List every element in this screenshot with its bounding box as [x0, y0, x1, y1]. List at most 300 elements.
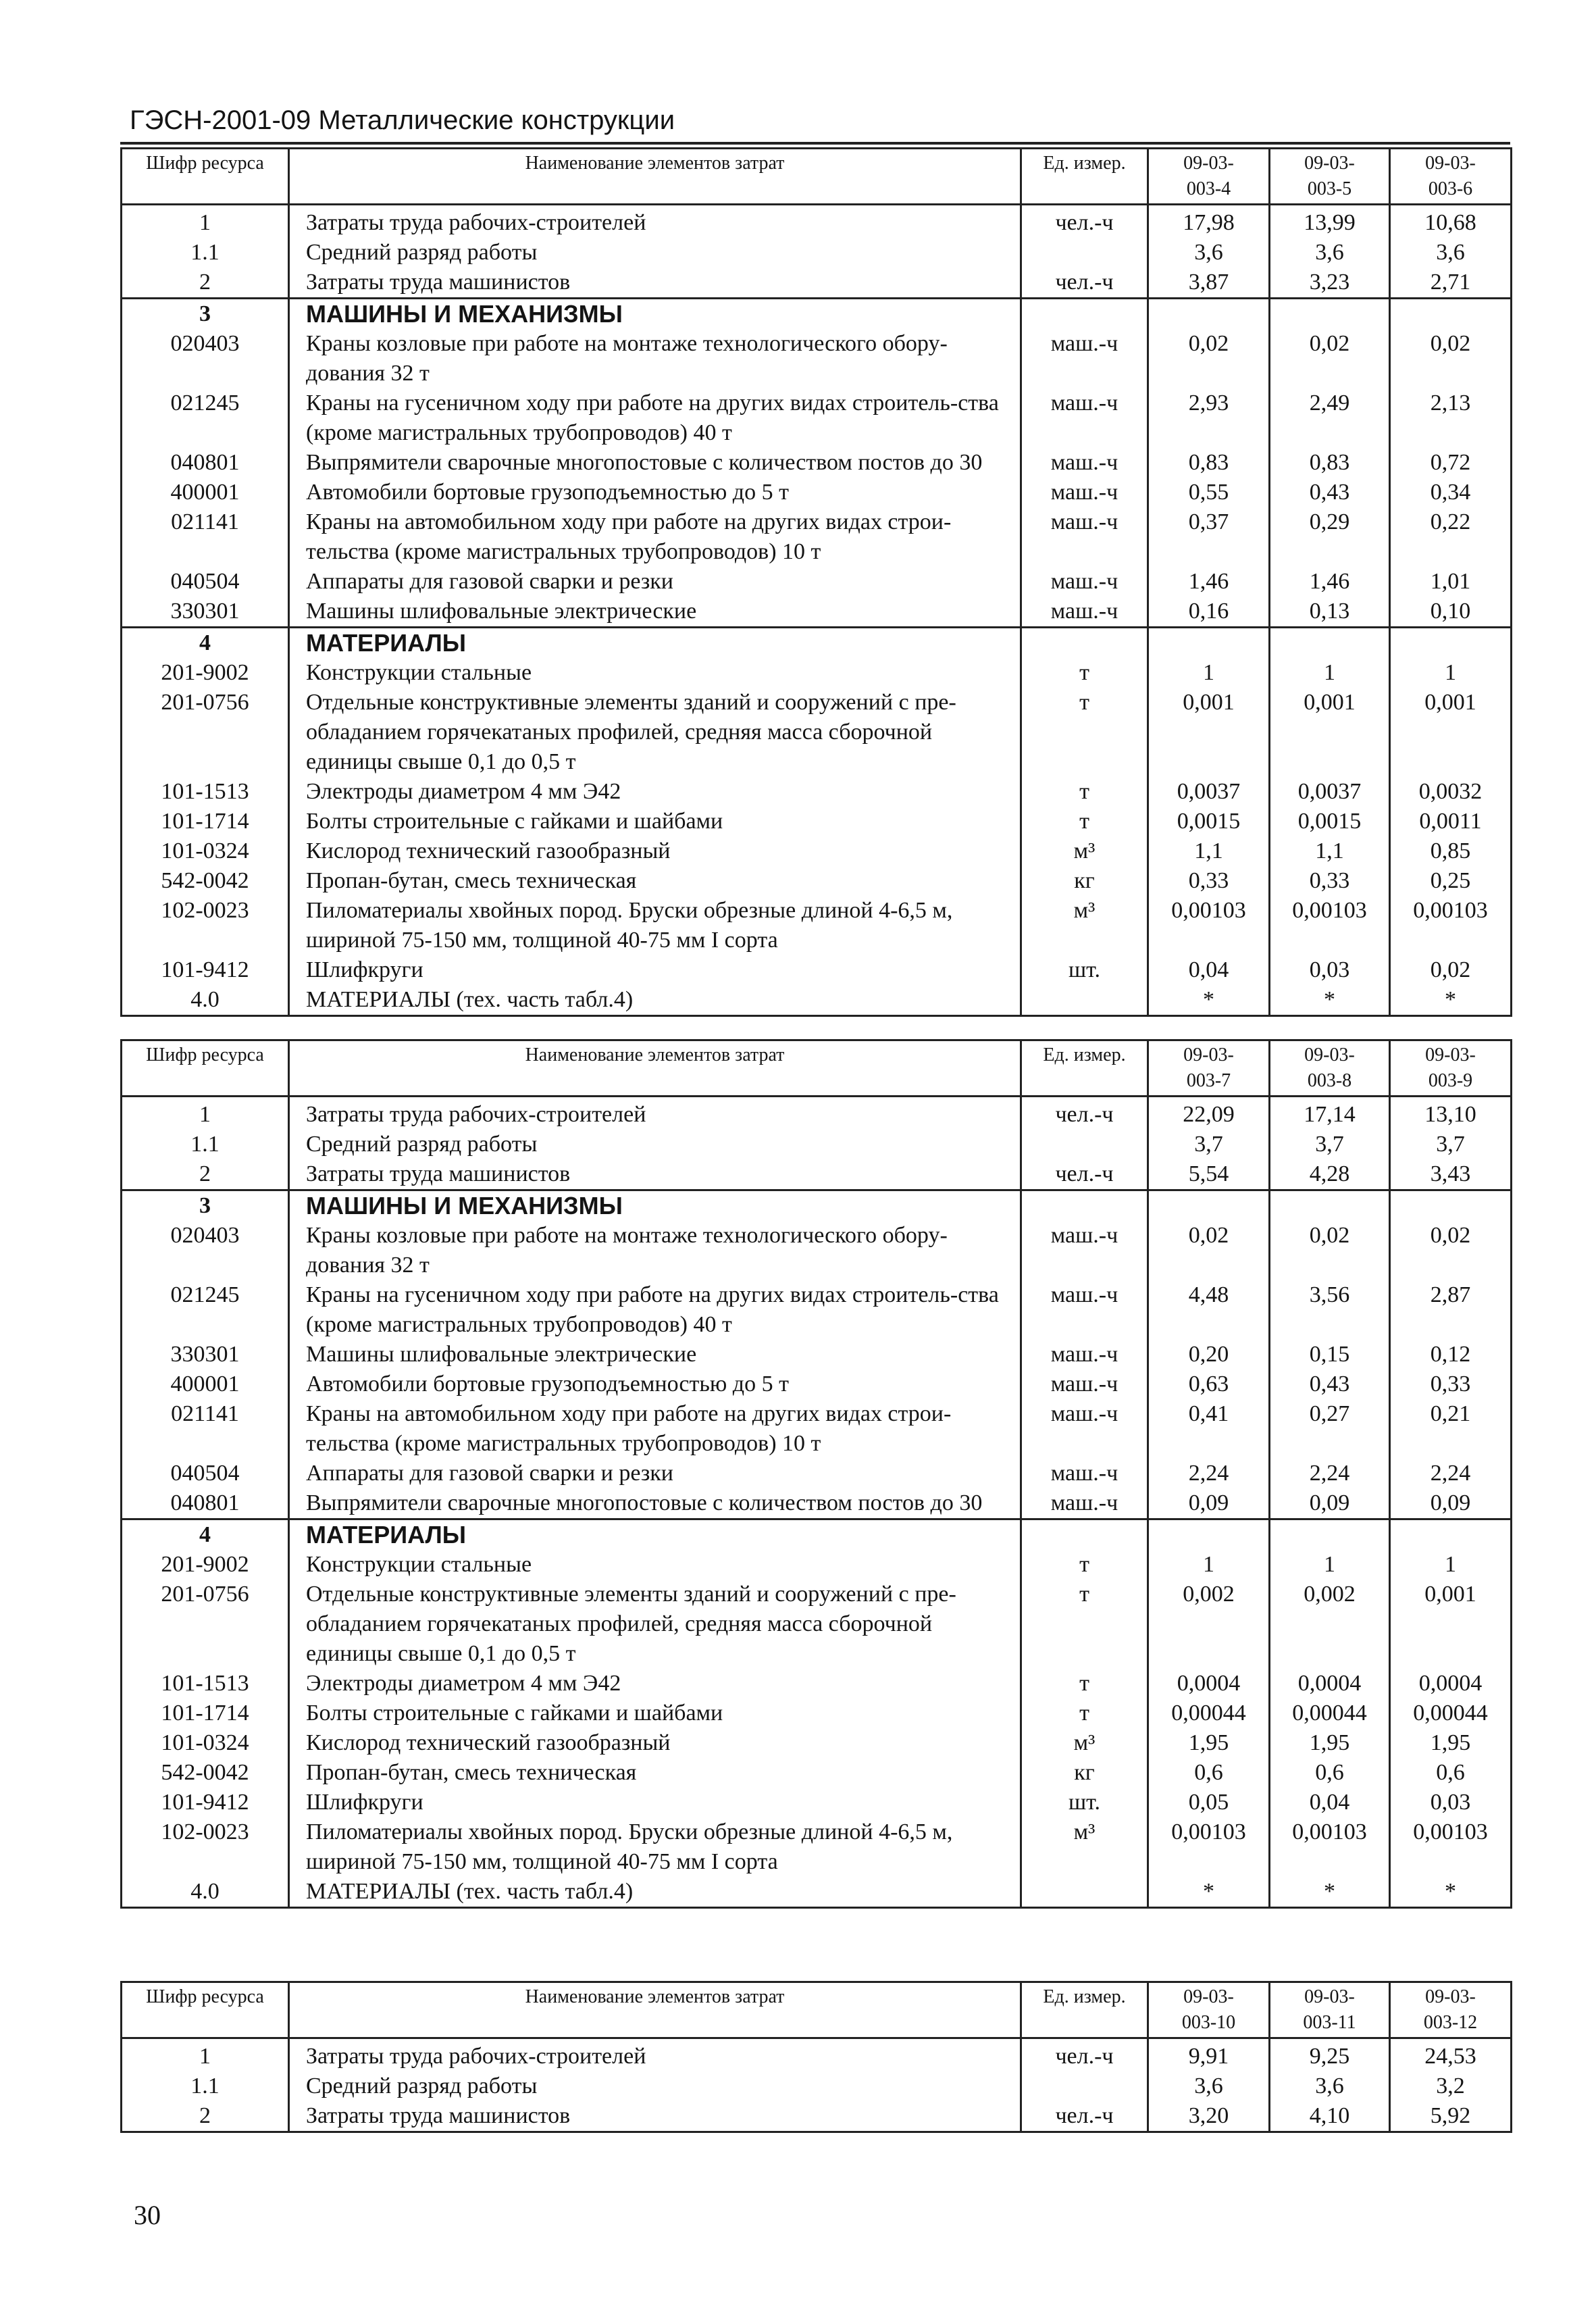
resource-name: Затраты труда рабочих-строителей	[289, 1097, 1021, 1130]
norm-value: 0,00103	[1390, 896, 1512, 955]
table-row	[122, 628, 1512, 659]
norm-value: 0,02	[1390, 955, 1512, 985]
resource-name: Кислород технический газообразный	[289, 836, 1021, 866]
norm-value: 2,71	[1390, 268, 1512, 299]
norm-value: 0,00044	[1148, 1699, 1270, 1728]
norm-value: 0,09	[1270, 1488, 1390, 1519]
norm-value: 0,43	[1270, 478, 1390, 507]
unit-of-measure	[1021, 1877, 1148, 1908]
unit-of-measure: маш.-ч	[1021, 1369, 1148, 1399]
unit-of-measure: чел.-ч	[1021, 1159, 1148, 1190]
norm-value: 0,02	[1270, 329, 1390, 388]
norm-value	[1390, 299, 1512, 330]
norm-value: 3,7	[1390, 1130, 1512, 1159]
table-row	[122, 1190, 1512, 1222]
resource-code: 330301	[122, 597, 289, 628]
norm-value: 2,87	[1390, 1280, 1512, 1340]
norm-value: *	[1270, 1877, 1390, 1908]
table-row	[122, 448, 1512, 478]
norm-value: 0,55	[1148, 478, 1270, 507]
norm-value: 9,25	[1270, 2038, 1390, 2072]
norm-value: 0,33	[1148, 866, 1270, 896]
norm-value: 0,02	[1148, 1221, 1270, 1280]
norm-value: 13,10	[1390, 1097, 1512, 1130]
resource-name: МАТЕРИАЛЫ	[289, 628, 1021, 659]
norm-value: 0,0015	[1270, 807, 1390, 836]
resource-name: Конструкции стальные	[289, 1550, 1021, 1580]
col-header-norm-code: 09-03- 003-10	[1148, 1982, 1270, 2038]
unit-of-measure: м³	[1021, 1728, 1148, 1758]
resource-code: 4.0	[122, 1877, 289, 1908]
unit-of-measure: т	[1021, 1669, 1148, 1699]
norm-value: 0,0011	[1390, 807, 1512, 836]
norm-value: 3,7	[1270, 1130, 1390, 1159]
norm-value: 0,0004	[1148, 1669, 1270, 1699]
unit-of-measure	[1021, 628, 1148, 659]
table-row	[122, 807, 1512, 836]
resource-code: 201-0756	[122, 1580, 289, 1669]
unit-of-measure: т	[1021, 807, 1148, 836]
norm-value: 0,0015	[1148, 807, 1270, 836]
unit-of-measure	[1021, 1519, 1148, 1551]
resource-table-1	[120, 147, 1512, 1017]
norm-value: 3,7	[1148, 1130, 1270, 1159]
norm-value: 0,0037	[1148, 777, 1270, 807]
resource-name: Машины шлифовальные электрические	[289, 1340, 1021, 1369]
resource-name: Автомобили бортовые грузоподъемностью до 5 т	[289, 1369, 1021, 1399]
norm-value: 0,09	[1148, 1488, 1270, 1519]
unit-of-measure: чел.-ч	[1021, 205, 1148, 238]
norm-value: 2,24	[1148, 1459, 1270, 1488]
norm-value: 3,87	[1148, 268, 1270, 299]
unit-of-measure	[1021, 238, 1148, 268]
resource-name: Выпрямители сварочные многопостовые с количеством постов до 30	[289, 1488, 1021, 1519]
unit-of-measure: маш.-ч	[1021, 567, 1148, 597]
table-row	[122, 268, 1512, 299]
col-header-name: Наименование элементов затрат	[289, 1040, 1021, 1097]
norm-value: 0,00103	[1270, 1817, 1390, 1877]
unit-of-measure: маш.-ч	[1021, 448, 1148, 478]
resource-name: Затраты труда рабочих-строителей	[289, 2038, 1021, 2072]
norm-value: 9,91	[1148, 2038, 1270, 2072]
resource-code: 101-1714	[122, 807, 289, 836]
resource-code: 021141	[122, 507, 289, 567]
norm-value: 0,002	[1148, 1580, 1270, 1669]
norm-value: 1,95	[1390, 1728, 1512, 1758]
resource-code: 021141	[122, 1399, 289, 1459]
norm-value: 2,13	[1390, 388, 1512, 448]
unit-of-measure: маш.-ч	[1021, 507, 1148, 567]
unit-of-measure: м³	[1021, 1817, 1148, 1877]
resource-name: Электроды диаметром 4 мм Э42	[289, 1669, 1021, 1699]
norm-value: 0,41	[1148, 1399, 1270, 1459]
norm-value: *	[1148, 985, 1270, 1016]
norm-value: 2,24	[1390, 1459, 1512, 1488]
unit-of-measure: маш.-ч	[1021, 1340, 1148, 1369]
table-row	[122, 329, 1512, 388]
unit-of-measure: маш.-ч	[1021, 1399, 1148, 1459]
resource-name: Шлифкруги	[289, 955, 1021, 985]
norm-value: 0,0004	[1270, 1669, 1390, 1699]
norm-value: 0,10	[1390, 597, 1512, 628]
resource-code: 101-9412	[122, 955, 289, 985]
unit-of-measure	[1021, 985, 1148, 1016]
norm-value: 1	[1148, 658, 1270, 688]
norm-value: 1,46	[1148, 567, 1270, 597]
table-row	[122, 1550, 1512, 1580]
norm-value: 0,16	[1148, 597, 1270, 628]
col-header-name: Наименование элементов затрат	[289, 149, 1021, 205]
table-row	[122, 1580, 1512, 1669]
resource-code: 400001	[122, 1369, 289, 1399]
resource-code: 101-9412	[122, 1788, 289, 1817]
resource-code: 330301	[122, 1340, 289, 1369]
unit-of-measure: т	[1021, 777, 1148, 807]
norm-value: 0,02	[1270, 1221, 1390, 1280]
table-row	[122, 1788, 1512, 1817]
resource-code: 201-9002	[122, 658, 289, 688]
norm-value: 13,99	[1270, 205, 1390, 238]
resource-code: 040801	[122, 1488, 289, 1519]
norm-value: 3,2	[1390, 2071, 1512, 2101]
unit-of-measure: т	[1021, 1580, 1148, 1669]
col-header-code: Шифр ресурса	[122, 149, 289, 205]
resource-name: Конструкции стальные	[289, 658, 1021, 688]
unit-of-measure: м³	[1021, 896, 1148, 955]
table-header-row	[122, 1040, 1512, 1097]
table-row	[122, 1159, 1512, 1190]
col-header-norm-code: 09-03- 003-5	[1270, 149, 1390, 205]
norm-value: *	[1148, 1877, 1270, 1908]
table-row	[122, 836, 1512, 866]
table-row	[122, 1699, 1512, 1728]
unit-of-measure: маш.-ч	[1021, 478, 1148, 507]
table-row	[122, 1280, 1512, 1340]
resource-code: 2	[122, 1159, 289, 1190]
resource-name: МАТЕРИАЛЫ (тех. часть табл.4)	[289, 985, 1021, 1016]
norm-value: 3,6	[1148, 2071, 1270, 2101]
resource-code: 4	[122, 628, 289, 659]
norm-value: 3,6	[1270, 2071, 1390, 2101]
norm-value: 0,33	[1390, 1369, 1512, 1399]
unit-of-measure: т	[1021, 688, 1148, 777]
norm-value	[1148, 299, 1270, 330]
norm-value: 3,23	[1270, 268, 1390, 299]
norm-value: 0,6	[1270, 1758, 1390, 1788]
table-row	[122, 1488, 1512, 1519]
resource-code: 040504	[122, 1459, 289, 1488]
resource-code: 102-0023	[122, 1817, 289, 1877]
resource-name: МАТЕРИАЛЫ	[289, 1519, 1021, 1551]
norm-value: 3,20	[1148, 2101, 1270, 2132]
unit-of-measure: маш.-ч	[1021, 1488, 1148, 1519]
table-row	[122, 866, 1512, 896]
norm-value: 1	[1390, 658, 1512, 688]
norm-value: 0,00044	[1390, 1699, 1512, 1728]
resource-code: 400001	[122, 478, 289, 507]
page-number: 30	[134, 2200, 161, 2230]
norm-value: 0,00044	[1270, 1699, 1390, 1728]
norm-value: 17,98	[1148, 205, 1270, 238]
resource-name: Пиломатериалы хвойных пород. Бруски обрезные длиной 4-6,5 м, шириной 75-150 мм, толщиной 40-75 мм I сорта	[289, 896, 1021, 955]
col-header-unit: Ед. измер.	[1021, 1982, 1148, 2038]
norm-value: 1	[1270, 658, 1390, 688]
unit-of-measure: чел.-ч	[1021, 2038, 1148, 2072]
unit-of-measure: чел.-ч	[1021, 1097, 1148, 1130]
resource-name: Шлифкруги	[289, 1788, 1021, 1817]
table-row	[122, 1758, 1512, 1788]
norm-value: 3,43	[1390, 1159, 1512, 1190]
norm-value	[1148, 1190, 1270, 1222]
norm-value: 0,0004	[1390, 1669, 1512, 1699]
resource-name: Выпрямители сварочные многопостовые с количеством постов до 30	[289, 448, 1021, 478]
resource-name: Затраты труда машинистов	[289, 2101, 1021, 2132]
table-row	[122, 1459, 1512, 1488]
resource-code: 020403	[122, 329, 289, 388]
unit-of-measure: маш.-ч	[1021, 388, 1148, 448]
col-header-name: Наименование элементов затрат	[289, 1982, 1021, 2038]
norm-value: 0,85	[1390, 836, 1512, 866]
table-row	[122, 205, 1512, 238]
table-row	[122, 388, 1512, 448]
norm-value: 4,10	[1270, 2101, 1390, 2132]
norm-value: 3,56	[1270, 1280, 1390, 1340]
norm-value: 5,92	[1390, 2101, 1512, 2132]
table-row	[122, 1817, 1512, 1877]
unit-of-measure: маш.-ч	[1021, 329, 1148, 388]
table-row	[122, 1097, 1512, 1130]
norm-value: 0,83	[1148, 448, 1270, 478]
norm-value: 3,6	[1148, 238, 1270, 268]
resource-name: Затраты труда рабочих-строителей	[289, 205, 1021, 238]
table-row	[122, 597, 1512, 628]
resource-name: Средний разряд работы	[289, 238, 1021, 268]
col-header-norm-code: 09-03- 003-4	[1148, 149, 1270, 205]
norm-value: 0,00103	[1148, 1817, 1270, 1877]
table-row	[122, 238, 1512, 268]
unit-of-measure: кг	[1021, 1758, 1148, 1788]
norm-value: 3,6	[1270, 238, 1390, 268]
norm-value	[1270, 1519, 1390, 1551]
norm-value: 0,0032	[1390, 777, 1512, 807]
resource-name: Затраты труда машинистов	[289, 268, 1021, 299]
resource-name: Пропан-бутан, смесь техническая	[289, 1758, 1021, 1788]
norm-value: 0,72	[1390, 448, 1512, 478]
norm-value: 0,27	[1270, 1399, 1390, 1459]
unit-of-measure: т	[1021, 1699, 1148, 1728]
unit-of-measure	[1021, 299, 1148, 330]
norm-value: 0,09	[1390, 1488, 1512, 1519]
col-header-norm-code: 09-03- 003-8	[1270, 1040, 1390, 1097]
resource-code: 101-1714	[122, 1699, 289, 1728]
norm-value: 0,001	[1390, 1580, 1512, 1669]
resource-name: МАШИНЫ И МЕХАНИЗМЫ	[289, 1190, 1021, 1222]
norm-value: 2,24	[1270, 1459, 1390, 1488]
norm-value: 2,93	[1148, 388, 1270, 448]
norm-value	[1148, 628, 1270, 659]
norm-value: 0,15	[1270, 1340, 1390, 1369]
table-row	[122, 567, 1512, 597]
norm-value: 22,09	[1148, 1097, 1270, 1130]
norm-value: 4,28	[1270, 1159, 1390, 1190]
norm-value: 0,43	[1270, 1369, 1390, 1399]
table-row	[122, 478, 1512, 507]
page-header	[120, 101, 1510, 145]
norm-value: 0,002	[1270, 1580, 1390, 1669]
resource-code: 101-1513	[122, 777, 289, 807]
table-row	[122, 1728, 1512, 1758]
norm-value	[1390, 628, 1512, 659]
resource-name: Краны на гусеничном ходу при работе на других видах строитель-ства (кроме магистральных трубопроводов) 40 т	[289, 388, 1021, 448]
table-header-row	[122, 1982, 1512, 2038]
unit-of-measure: маш.-ч	[1021, 1221, 1148, 1280]
norm-value: 24,53	[1390, 2038, 1512, 2072]
col-header-norm-code: 09-03- 003-11	[1270, 1982, 1390, 2038]
resource-code: 542-0042	[122, 1758, 289, 1788]
page-title: ГЭСН-2001-09 Металлические конструкции	[130, 105, 675, 135]
resource-code: 1.1	[122, 2071, 289, 2101]
norm-value: 0,04	[1148, 955, 1270, 985]
norm-value: 0,21	[1390, 1399, 1512, 1459]
norm-value: *	[1390, 1877, 1512, 1908]
norm-value: 0,02	[1148, 329, 1270, 388]
resource-name: Средний разряд работы	[289, 2071, 1021, 2101]
resource-name: Болты строительные с гайками и шайбами	[289, 1699, 1021, 1728]
norm-value: 0,001	[1148, 688, 1270, 777]
table-row	[122, 896, 1512, 955]
resource-code: 101-0324	[122, 836, 289, 866]
resource-name: Краны на гусеничном ходу при работе на других видах строитель-ства (кроме магистральных трубопроводов) 40 т	[289, 1280, 1021, 1340]
norm-value: 4,48	[1148, 1280, 1270, 1340]
resource-code: 040504	[122, 567, 289, 597]
resource-code: 1	[122, 205, 289, 238]
resource-code: 542-0042	[122, 866, 289, 896]
norm-value: 1	[1148, 1550, 1270, 1580]
table-row	[122, 299, 1512, 330]
unit-of-measure: т	[1021, 658, 1148, 688]
norm-value: 0,33	[1270, 866, 1390, 896]
table-row	[122, 985, 1512, 1016]
norm-value: 10,68	[1390, 205, 1512, 238]
col-header-code: Шифр ресурса	[122, 1040, 289, 1097]
col-header-norm-code: 09-03- 003-9	[1390, 1040, 1512, 1097]
resource-code: 101-0324	[122, 1728, 289, 1758]
resource-code: 021245	[122, 388, 289, 448]
col-header-unit: Ед. измер.	[1021, 1040, 1148, 1097]
unit-of-measure: чел.-ч	[1021, 2101, 1148, 2132]
resource-code: 102-0023	[122, 896, 289, 955]
norm-value: 2,49	[1270, 388, 1390, 448]
norm-value: 0,001	[1390, 688, 1512, 777]
norm-value: 1,95	[1270, 1728, 1390, 1758]
resource-table-2	[120, 1039, 1512, 1909]
resource-code: 201-9002	[122, 1550, 289, 1580]
table-row	[122, 1399, 1512, 1459]
norm-value: 0,00103	[1148, 896, 1270, 955]
norm-value: 1	[1270, 1550, 1390, 1580]
resource-name: Автомобили бортовые грузоподъемностью до 5 т	[289, 478, 1021, 507]
norm-value: *	[1270, 985, 1390, 1016]
resource-code: 1	[122, 1097, 289, 1130]
norm-value: 0,22	[1390, 507, 1512, 567]
resource-name: МАТЕРИАЛЫ (тех. часть табл.4)	[289, 1877, 1021, 1908]
resource-code: 040801	[122, 448, 289, 478]
norm-value: 0,29	[1270, 507, 1390, 567]
resource-code: 1	[122, 2038, 289, 2072]
unit-of-measure: шт.	[1021, 1788, 1148, 1817]
resource-name: Аппараты для газовой сварки и резки	[289, 567, 1021, 597]
norm-value: 0,12	[1390, 1340, 1512, 1369]
norm-value: 17,14	[1270, 1097, 1390, 1130]
resource-code: 021245	[122, 1280, 289, 1340]
resource-table-3	[120, 1981, 1512, 2133]
resource-name: Краны козловые при работе на монтаже технологического обору-дования 32 т	[289, 1221, 1021, 1280]
table-row	[122, 2038, 1512, 2072]
table-row	[122, 1130, 1512, 1159]
norm-value: 0,37	[1148, 507, 1270, 567]
norm-value: 1,46	[1270, 567, 1390, 597]
resource-name: Краны козловые при работе на монтаже технологического обору-дования 32 т	[289, 329, 1021, 388]
norm-value: 0,02	[1390, 1221, 1512, 1280]
resource-name: МАШИНЫ И МЕХАНИЗМЫ	[289, 299, 1021, 330]
table-row	[122, 1340, 1512, 1369]
unit-of-measure: маш.-ч	[1021, 1459, 1148, 1488]
resource-name: Затраты труда машинистов	[289, 1159, 1021, 1190]
norm-value: 0,04	[1270, 1788, 1390, 1817]
resource-name: Пропан-бутан, смесь техническая	[289, 866, 1021, 896]
unit-of-measure	[1021, 1190, 1148, 1222]
unit-of-measure: чел.-ч	[1021, 268, 1148, 299]
norm-value: 0,13	[1270, 597, 1390, 628]
resource-name: Отдельные конструктивные элементы зданий и сооружений с пре-обладанием горячекатаных профилей, средняя масса сборочной единицы свыше 0,1 до 0,5 т	[289, 1580, 1021, 1669]
col-header-norm-code: 09-03- 003-7	[1148, 1040, 1270, 1097]
table-row	[122, 2101, 1512, 2132]
resource-name: Пиломатериалы хвойных пород. Бруски обрезные длиной 4-6,5 м, шириной 75-150 мм, толщиной 40-75 мм I сорта	[289, 1817, 1021, 1877]
resource-code: 4	[122, 1519, 289, 1551]
norm-value: 0,03	[1270, 955, 1390, 985]
resource-code: 3	[122, 1190, 289, 1222]
norm-value	[1270, 299, 1390, 330]
resource-code: 201-0756	[122, 688, 289, 777]
resource-name: Машины шлифовальные электрические	[289, 597, 1021, 628]
resource-name: Отдельные конструктивные элементы зданий и сооружений с пре-обладанием горячекатаных профилей, средняя масса сборочной единицы свыше 0,1 до 0,5 т	[289, 688, 1021, 777]
norm-value: 1,1	[1148, 836, 1270, 866]
resource-name: Электроды диаметром 4 мм Э42	[289, 777, 1021, 807]
norm-value	[1390, 1519, 1512, 1551]
norm-value: 5,54	[1148, 1159, 1270, 1190]
table-row	[122, 658, 1512, 688]
norm-value: 0,03	[1390, 1788, 1512, 1817]
table-row	[122, 1519, 1512, 1551]
resource-code: 4.0	[122, 985, 289, 1016]
table-row	[122, 1221, 1512, 1280]
unit-of-measure: м³	[1021, 836, 1148, 866]
table-row	[122, 2071, 1512, 2101]
norm-value: 0,05	[1148, 1788, 1270, 1817]
unit-of-measure	[1021, 1130, 1148, 1159]
norm-value	[1270, 1190, 1390, 1222]
resource-code: 2	[122, 268, 289, 299]
table-row	[122, 1877, 1512, 1908]
resource-code: 020403	[122, 1221, 289, 1280]
unit-of-measure: маш.-ч	[1021, 597, 1148, 628]
norm-value: 0,20	[1148, 1340, 1270, 1369]
resource-name: Аппараты для газовой сварки и резки	[289, 1459, 1021, 1488]
norm-value: *	[1390, 985, 1512, 1016]
resource-name: Средний разряд работы	[289, 1130, 1021, 1159]
norm-value: 3,6	[1390, 238, 1512, 268]
norm-value: 1,01	[1390, 567, 1512, 597]
